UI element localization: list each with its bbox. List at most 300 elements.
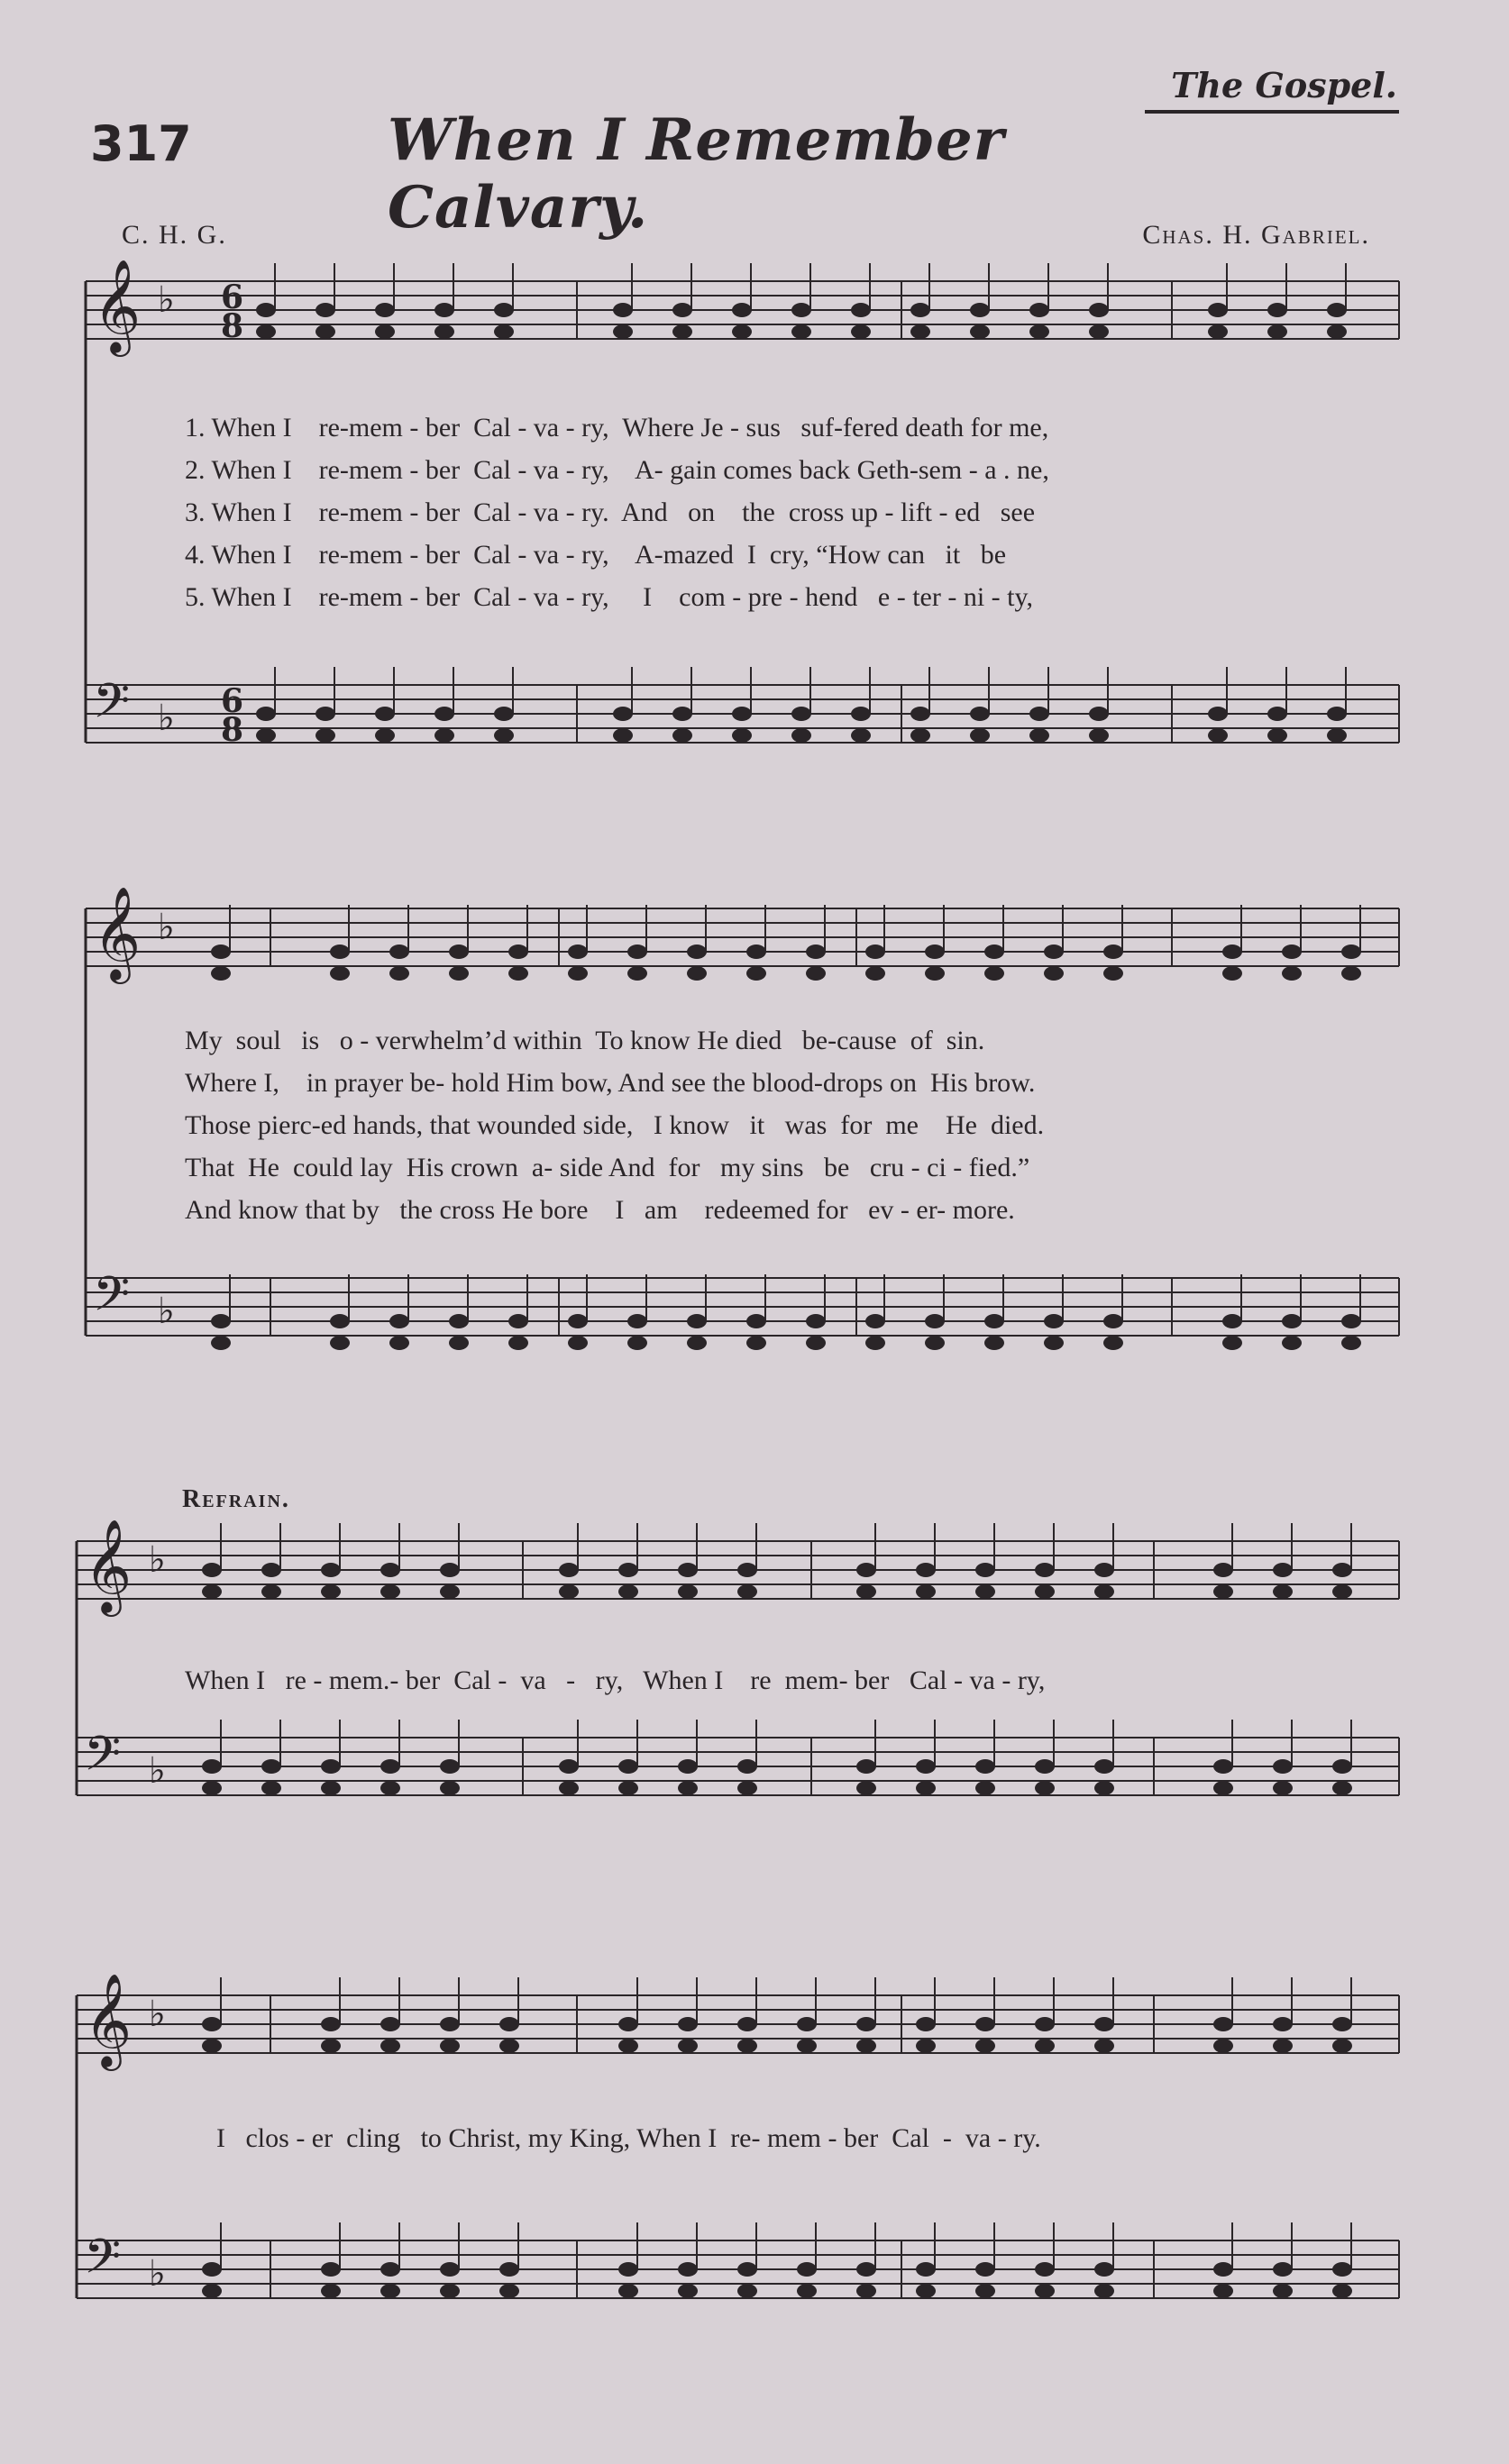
note-head xyxy=(494,303,514,317)
note-head xyxy=(678,1781,698,1795)
note-head xyxy=(434,707,454,721)
note-head xyxy=(851,728,871,743)
note-head xyxy=(1213,2284,1233,2298)
treble-clef: 𝄞 xyxy=(84,1519,133,1613)
note-head xyxy=(211,1314,231,1328)
note-head xyxy=(1035,1584,1055,1599)
note-head xyxy=(202,2017,222,2031)
note-head xyxy=(984,966,1004,981)
note-head xyxy=(1089,324,1109,339)
verse-4-line-2: That He could lay His crown a- side And for my sins be cru - ci - fied.” xyxy=(185,1153,1030,1182)
time-signature: 8 xyxy=(221,711,244,749)
note-head xyxy=(856,2039,876,2053)
note-head xyxy=(975,1584,995,1599)
note-head xyxy=(316,707,335,721)
note-head xyxy=(925,1336,945,1350)
note-head xyxy=(330,1314,350,1328)
note-head xyxy=(687,1314,707,1328)
note-head xyxy=(380,1781,400,1795)
note-head xyxy=(856,1563,876,1577)
note-head xyxy=(1094,2039,1114,2053)
note-head xyxy=(910,728,930,743)
note-head xyxy=(256,728,276,743)
note-head xyxy=(1094,2262,1114,2277)
note-head xyxy=(1094,1563,1114,1577)
note-head xyxy=(440,1781,460,1795)
note-head xyxy=(1332,1781,1352,1795)
note-head xyxy=(865,1314,885,1328)
note-head xyxy=(321,2262,341,2277)
note-head xyxy=(1332,2017,1352,2031)
note-head xyxy=(975,2284,995,2298)
note-head xyxy=(321,1759,341,1774)
note-head xyxy=(1103,1336,1123,1350)
note-head xyxy=(499,2284,519,2298)
note-head xyxy=(732,728,752,743)
note-head xyxy=(261,1584,281,1599)
note-head xyxy=(202,1781,222,1795)
note-head xyxy=(916,1759,936,1774)
note-head xyxy=(375,303,395,317)
note-head xyxy=(1044,966,1064,981)
note-head xyxy=(1332,2284,1352,2298)
note-head xyxy=(316,303,335,317)
note-head xyxy=(389,966,409,981)
note-head xyxy=(375,707,395,721)
note-head xyxy=(732,707,752,721)
note-head xyxy=(1035,2262,1055,2277)
note-head xyxy=(1044,1336,1064,1350)
note-head xyxy=(1273,2039,1293,2053)
note-head xyxy=(856,1781,876,1795)
note-head xyxy=(321,1781,341,1795)
note-head xyxy=(330,1336,350,1350)
flat-sign: ♭ xyxy=(149,1750,166,1792)
time-signature: 8 xyxy=(221,307,244,345)
note-head xyxy=(1029,728,1049,743)
note-head xyxy=(1208,728,1228,743)
note-head xyxy=(856,2284,876,2298)
verse-1-line-1: 1. When I re-mem - ber Cal - va - ry, Where Je - sus suf-fered death for me, xyxy=(185,413,1049,443)
note-head xyxy=(678,1584,698,1599)
time-signature: 6 xyxy=(221,682,244,720)
note-head xyxy=(380,2039,400,2053)
treble-clef: 𝄞 xyxy=(93,886,142,981)
note-head xyxy=(559,1759,579,1774)
note-head xyxy=(1213,2262,1233,2277)
note-head xyxy=(746,966,766,981)
note-head xyxy=(737,2284,757,2298)
note-head xyxy=(1213,2039,1233,2053)
note-head xyxy=(1103,966,1123,981)
note-head xyxy=(910,324,930,339)
note-head xyxy=(613,728,633,743)
note-head xyxy=(1341,1336,1361,1350)
note-head xyxy=(856,1759,876,1774)
note-head xyxy=(984,1336,1004,1350)
note-head xyxy=(627,1336,647,1350)
note-head xyxy=(806,1314,826,1328)
note-head xyxy=(791,303,811,317)
note-head xyxy=(925,966,945,981)
note-head xyxy=(1327,324,1347,339)
note-head xyxy=(434,324,454,339)
note-head xyxy=(975,1781,995,1795)
note-head xyxy=(380,2284,400,2298)
note-head xyxy=(984,945,1004,959)
note-head xyxy=(202,2284,222,2298)
note-head xyxy=(568,945,588,959)
note-head xyxy=(672,303,692,317)
flat-sign: ♭ xyxy=(158,279,175,321)
note-head xyxy=(375,324,395,339)
note-head xyxy=(970,303,990,317)
note-head xyxy=(508,1336,528,1350)
note-head xyxy=(1103,1314,1123,1328)
note-head xyxy=(1341,1314,1361,1328)
note-head xyxy=(1094,1781,1114,1795)
note-head xyxy=(202,2262,222,2277)
note-head xyxy=(851,707,871,721)
note-head xyxy=(321,1563,341,1577)
note-head xyxy=(672,324,692,339)
note-head xyxy=(434,728,454,743)
note-head xyxy=(1208,303,1228,317)
bass-clef: 𝄢 xyxy=(84,1727,122,1793)
note-head xyxy=(851,303,871,317)
note-head xyxy=(916,2284,936,2298)
note-head xyxy=(261,1563,281,1577)
note-head xyxy=(380,2017,400,2031)
note-head xyxy=(627,945,647,959)
note-head xyxy=(508,966,528,981)
note-head xyxy=(737,2262,757,2277)
note-head xyxy=(791,728,811,743)
note-head xyxy=(1332,1584,1352,1599)
note-head xyxy=(1094,2017,1114,2031)
note-head xyxy=(737,1584,757,1599)
verse-2-line-2: Where I, in prayer be- hold Him bow, And see the blood-drops on His brow. xyxy=(185,1068,1036,1098)
flat-sign: ♭ xyxy=(158,907,175,948)
note-head xyxy=(1213,1759,1233,1774)
note-head xyxy=(1341,966,1361,981)
note-head xyxy=(1035,1759,1055,1774)
note-head xyxy=(440,2039,460,2053)
hymn-number: 317 xyxy=(90,115,192,172)
note-head xyxy=(1213,1781,1233,1795)
note-head xyxy=(1273,2017,1293,2031)
refrain-line-1: When I re - mem.- ber Cal - va - ry, When I re mem- ber Cal - va - ry, xyxy=(185,1665,1046,1695)
note-head xyxy=(916,2039,936,2053)
note-head xyxy=(1213,1563,1233,1577)
note-head xyxy=(797,2262,817,2277)
note-head xyxy=(1341,945,1361,959)
note-head xyxy=(380,1759,400,1774)
note-head xyxy=(678,1759,698,1774)
note-head xyxy=(975,2262,995,2277)
note-head xyxy=(806,945,826,959)
note-head xyxy=(865,945,885,959)
note-head xyxy=(618,2017,638,2031)
note-head xyxy=(1332,2262,1352,2277)
note-head xyxy=(1332,1563,1352,1577)
note-head xyxy=(1267,324,1287,339)
note-head xyxy=(791,324,811,339)
note-head xyxy=(1327,707,1347,721)
note-head xyxy=(806,966,826,981)
note-head xyxy=(1332,1759,1352,1774)
note-head xyxy=(613,707,633,721)
note-head xyxy=(746,1314,766,1328)
note-head xyxy=(256,707,276,721)
note-head xyxy=(618,2262,638,2277)
note-head xyxy=(791,707,811,721)
note-head xyxy=(1094,2284,1114,2298)
note-head xyxy=(916,2017,936,2031)
verse-3-line-2: Those pierc-ed hands, that wounded side, I know it was for me He died. xyxy=(185,1110,1045,1140)
note-head xyxy=(1089,728,1109,743)
note-head xyxy=(449,1336,469,1350)
note-head xyxy=(1213,2017,1233,2031)
note-head xyxy=(916,1781,936,1795)
note-head xyxy=(613,303,633,317)
note-head xyxy=(687,966,707,981)
note-head xyxy=(1094,1759,1114,1774)
note-head xyxy=(1282,1336,1302,1350)
note-head xyxy=(316,728,335,743)
note-head xyxy=(568,1314,588,1328)
treble-clef: 𝄞 xyxy=(93,259,142,353)
note-head xyxy=(389,1336,409,1350)
note-head xyxy=(1327,728,1347,743)
note-head xyxy=(202,1584,222,1599)
note-head xyxy=(1044,945,1064,959)
note-head xyxy=(1222,945,1242,959)
note-head xyxy=(1044,1314,1064,1328)
note-head xyxy=(984,1314,1004,1328)
note-head xyxy=(440,2262,460,2277)
note-head xyxy=(316,324,335,339)
music-credit: Chas. H. Gabriel. xyxy=(1142,220,1370,250)
note-head xyxy=(975,2039,995,2053)
words-credit: C. H. G. xyxy=(122,220,227,250)
bass-clef: 𝄢 xyxy=(93,674,131,741)
note-head xyxy=(865,1336,885,1350)
verse-5-line-2: And know that by the cross He bore I am redeemed for ev - er- more. xyxy=(185,1195,1015,1225)
note-head xyxy=(494,324,514,339)
note-head xyxy=(732,324,752,339)
note-head xyxy=(678,2017,698,2031)
note-head xyxy=(211,945,231,959)
note-head xyxy=(389,1314,409,1328)
verse-3-line-1: 3. When I re-mem - ber Cal - va - ry. And on the cross up - lift - ed see xyxy=(185,497,1036,527)
note-head xyxy=(321,2284,341,2298)
note-head xyxy=(618,1781,638,1795)
note-head xyxy=(851,324,871,339)
note-head xyxy=(321,1584,341,1599)
note-head xyxy=(494,707,514,721)
note-head xyxy=(1267,728,1287,743)
note-head xyxy=(261,1759,281,1774)
note-head xyxy=(202,1563,222,1577)
note-head xyxy=(678,2262,698,2277)
note-head xyxy=(678,1563,698,1577)
note-head xyxy=(202,2039,222,2053)
refrain-label: Refrain. xyxy=(182,1485,290,1513)
note-head xyxy=(672,728,692,743)
note-head xyxy=(440,1759,460,1774)
note-head xyxy=(1208,324,1228,339)
note-head xyxy=(568,1336,588,1350)
note-head xyxy=(508,1314,528,1328)
note-head xyxy=(1103,945,1123,959)
note-head xyxy=(797,2039,817,2053)
note-head xyxy=(211,966,231,981)
note-head xyxy=(737,2039,757,2053)
section-tag: The Gospel. xyxy=(1171,65,1397,105)
note-head xyxy=(1282,1314,1302,1328)
hymn-title: When I Remember Calvary. xyxy=(388,106,1005,242)
flat-sign: ♭ xyxy=(158,1291,175,1332)
note-head xyxy=(508,945,528,959)
note-head xyxy=(375,728,395,743)
note-head xyxy=(618,1584,638,1599)
note-head xyxy=(916,1584,936,1599)
note-head xyxy=(856,2017,876,2031)
note-head xyxy=(1029,303,1049,317)
note-head xyxy=(618,2284,638,2298)
note-head xyxy=(1273,1584,1293,1599)
note-head xyxy=(737,2017,757,2031)
verse-5-line-1: 5. When I re-mem - ber Cal - va - ry, I com - pre - hend e - ter - ni - ty, xyxy=(185,582,1034,612)
note-head xyxy=(1273,2262,1293,2277)
note-head xyxy=(910,303,930,317)
note-head xyxy=(1273,1781,1293,1795)
note-head xyxy=(1208,707,1228,721)
note-head xyxy=(261,1781,281,1795)
note-head xyxy=(1267,303,1287,317)
note-head xyxy=(494,728,514,743)
refrain-line-2: I clos - er cling to Christ, my King, When I re- mem - ber Cal - va - ry. xyxy=(216,2123,1041,2153)
note-head xyxy=(797,2284,817,2298)
note-head xyxy=(499,2262,519,2277)
flat-sign: ♭ xyxy=(149,1994,166,2035)
note-head xyxy=(380,1563,400,1577)
note-head xyxy=(499,2039,519,2053)
note-head xyxy=(389,945,409,959)
note-head xyxy=(687,1336,707,1350)
note-head xyxy=(865,966,885,981)
note-head xyxy=(856,1584,876,1599)
note-head xyxy=(1029,324,1049,339)
note-head xyxy=(449,966,469,981)
note-head xyxy=(321,2039,341,2053)
note-head xyxy=(678,2039,698,2053)
note-head xyxy=(975,1563,995,1577)
note-head xyxy=(916,1563,936,1577)
note-head xyxy=(613,324,633,339)
note-head xyxy=(618,2039,638,2053)
note-head xyxy=(1213,1584,1233,1599)
note-head xyxy=(970,728,990,743)
note-head xyxy=(1273,1759,1293,1774)
note-head xyxy=(925,1314,945,1328)
note-head xyxy=(746,945,766,959)
note-head xyxy=(797,2017,817,2031)
note-head xyxy=(440,2284,460,2298)
flat-sign: ♭ xyxy=(149,2253,166,2295)
note-head xyxy=(449,1314,469,1328)
note-head xyxy=(559,1584,579,1599)
note-head xyxy=(321,2017,341,2031)
note-head xyxy=(1035,1563,1055,1577)
note-head xyxy=(1029,707,1049,721)
note-head xyxy=(211,1336,231,1350)
note-head xyxy=(440,1563,460,1577)
note-head xyxy=(434,303,454,317)
note-head xyxy=(1273,1563,1293,1577)
note-head xyxy=(1222,966,1242,981)
note-head xyxy=(1089,707,1109,721)
note-head xyxy=(330,966,350,981)
note-head xyxy=(1332,2039,1352,2053)
note-head xyxy=(618,1759,638,1774)
bass-clef: 𝄢 xyxy=(84,2230,122,2296)
note-head xyxy=(559,1563,579,1577)
note-head xyxy=(916,2262,936,2277)
note-head xyxy=(440,1584,460,1599)
note-head xyxy=(746,1336,766,1350)
note-head xyxy=(1222,1336,1242,1350)
verse-4-line-1: 4. When I re-mem - ber Cal - va - ry, A-mazed I cry, “How can it be xyxy=(185,540,1007,570)
note-head xyxy=(1273,2284,1293,2298)
note-head xyxy=(975,1759,995,1774)
note-head xyxy=(970,324,990,339)
note-head xyxy=(1089,303,1109,317)
note-head xyxy=(380,2262,400,2277)
note-head xyxy=(380,1584,400,1599)
time-signature: 6 xyxy=(221,278,244,316)
note-head xyxy=(1035,1781,1055,1795)
note-head xyxy=(618,1563,638,1577)
note-head xyxy=(1267,707,1287,721)
note-head xyxy=(970,707,990,721)
note-head xyxy=(449,945,469,959)
note-head xyxy=(627,1314,647,1328)
note-head xyxy=(1035,2284,1055,2298)
note-head xyxy=(559,1781,579,1795)
note-head xyxy=(678,2284,698,2298)
flat-sign: ♭ xyxy=(149,1539,166,1581)
note-head xyxy=(1222,1314,1242,1328)
note-head xyxy=(910,707,930,721)
note-head xyxy=(925,945,945,959)
bass-clef: 𝄢 xyxy=(93,1267,131,1334)
note-head xyxy=(440,2017,460,2031)
note-head xyxy=(330,945,350,959)
note-head xyxy=(737,1781,757,1795)
note-head xyxy=(202,1759,222,1774)
note-head xyxy=(687,945,707,959)
note-head xyxy=(856,2262,876,2277)
note-head xyxy=(975,2017,995,2031)
treble-clef: 𝄞 xyxy=(84,1973,133,2067)
note-head xyxy=(1035,2039,1055,2053)
note-head xyxy=(1327,303,1347,317)
note-head xyxy=(1035,2017,1055,2031)
note-head xyxy=(499,2017,519,2031)
note-head xyxy=(806,1336,826,1350)
